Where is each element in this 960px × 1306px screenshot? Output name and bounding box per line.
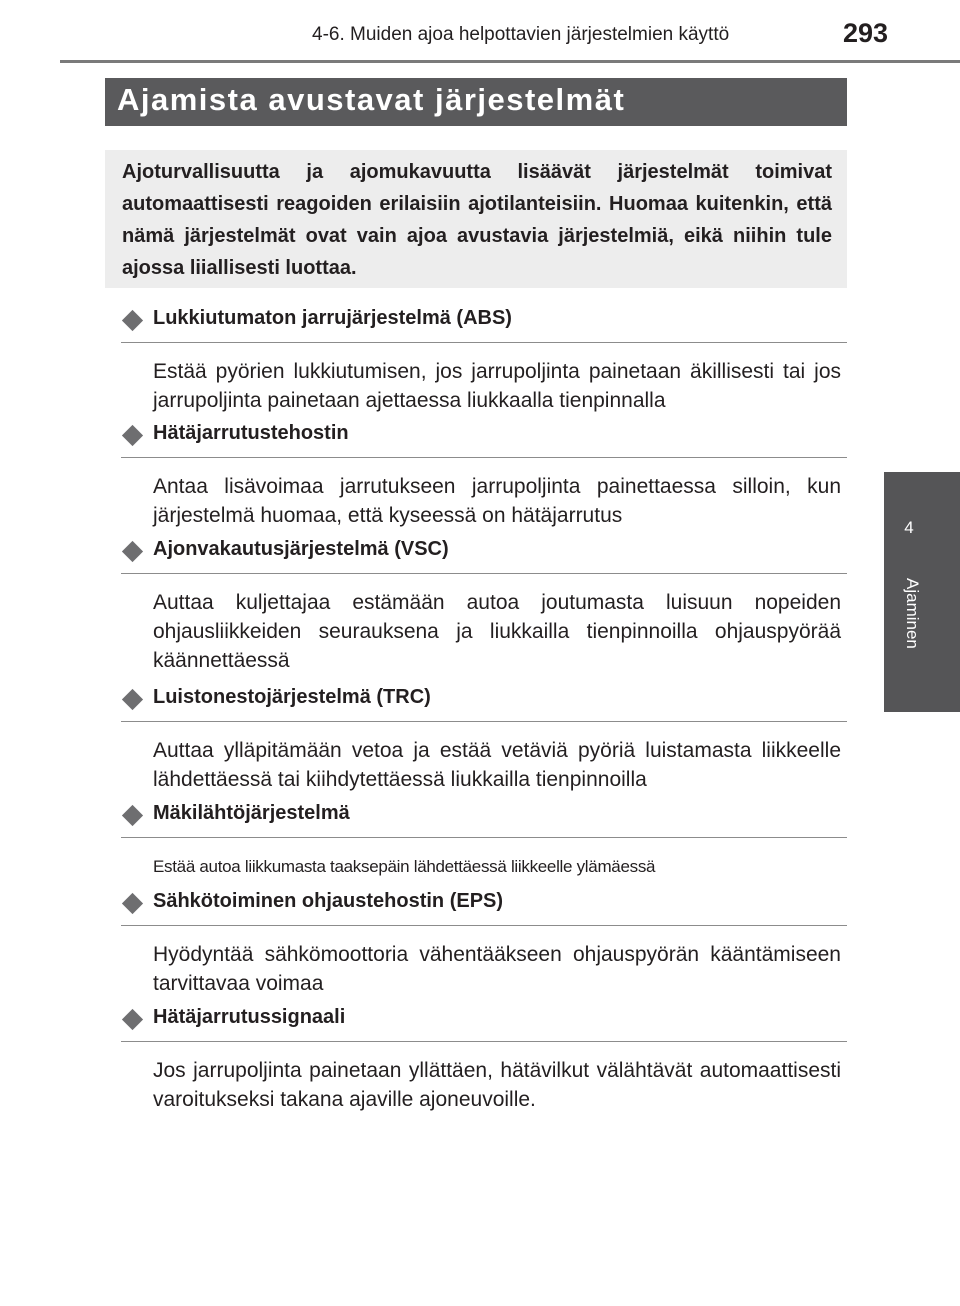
diamond-bullet-icon [122, 310, 143, 331]
feature-title: Lukkiutumaton jarrujärjestelmä (ABS) [153, 307, 512, 329]
diamond-bullet-icon [122, 805, 143, 826]
diamond-bullet-icon [122, 541, 143, 562]
diamond-bullet-icon [122, 425, 143, 446]
feature-item-eps [121, 889, 847, 998]
feature-item-trc [121, 685, 847, 794]
feature-item-abs [121, 306, 847, 415]
feature-heading [121, 1005, 847, 1042]
feature-description: Jos jarrupoljinta painetaan yllättäen, hätävilkut välähtävät automaattisesti varoitukseksi takana ajaville ajoneuvoille. [153, 1059, 841, 1111]
feature-item-hill-start [121, 801, 847, 881]
feature-description: Auttaa kuljettajaa estämään autoa joutumasta luisuun nopeiden ohjausliikkeiden seurauksena ja liukkailla tienpinnoilla ohjauspyörää käännettäessä [153, 591, 841, 672]
header-title: 4-6. Muiden ajoa helpottavien järjestelmien käyttö [312, 24, 730, 45]
feature-title: Ajonvakautusjärjestelmä (VSC) [153, 538, 449, 560]
feature-title: Luistonestojärjestelmä (TRC) [153, 686, 431, 708]
feature-heading [121, 421, 847, 458]
feature-item-emergency-signal [121, 1005, 847, 1114]
feature-heading [121, 685, 847, 722]
feature-item-vsc [121, 537, 847, 675]
chapter-label: Ajaminen [903, 578, 922, 649]
feature-description: Estää autoa liikkumasta taaksepäin lähdettäessä liikkeelle ylämäessä [153, 857, 656, 876]
intro-text: Ajoturvallisuutta ja ajomukavuutta lisäävät järjestelmät toimivat automaattisesti reagoiden erilaisiin ajotilanteisiin. Huomaa kuitenkin, että nämä järjestelmät ovat vain ajoa avustavia järjestelmiä, eikä niihin tule ajossa liiallisesti luottaa. [122, 161, 832, 279]
feature-heading [121, 801, 847, 838]
feature-title: Mäkilähtöjärjestelmä [153, 802, 350, 824]
feature-heading [121, 889, 847, 926]
feature-title: Hätäjarrutustehostin [153, 422, 349, 444]
page-number: 293 [842, 18, 888, 48]
feature-description: Antaa lisävoimaa jarrutukseen jarrupoljinta painettaessa silloin, kun järjestelmä huomaa, että kyseessä on hätäjarrutus [153, 475, 841, 527]
diamond-bullet-icon [122, 1009, 143, 1030]
feature-description: Hyödyntää sähkömoottoria vähentääkseen ohjauspyörän kääntämiseen tarvittavaa voimaa [153, 943, 841, 995]
chapter-number: 4 [904, 518, 914, 537]
feature-description: Estää pyörien lukkiutumisen, jos jarrupoljinta painetaan äkillisesti tai jos jarrupoljinta painetaan ajettaessa liukkaalla tienpinnalla [153, 360, 841, 412]
feature-heading [121, 537, 847, 574]
header-rule [60, 60, 960, 63]
feature-item-brake-assist [121, 421, 847, 530]
diamond-bullet-icon [122, 893, 143, 914]
feature-heading [121, 306, 847, 343]
feature-title: Sähkötoiminen ohjaustehostin (EPS) [153, 890, 504, 912]
diamond-bullet-icon [122, 689, 143, 710]
feature-description: Auttaa ylläpitämään vetoa ja estää vetäviä pyöriä luistamasta liikkeelle lähdettäessä tai kiihdytettäessä liukkailla tienpinnoilla [153, 739, 841, 791]
section-title: Ajamista avustavat järjestelmät [117, 82, 626, 117]
feature-title: Hätäjarrutussignaali [153, 1006, 346, 1028]
